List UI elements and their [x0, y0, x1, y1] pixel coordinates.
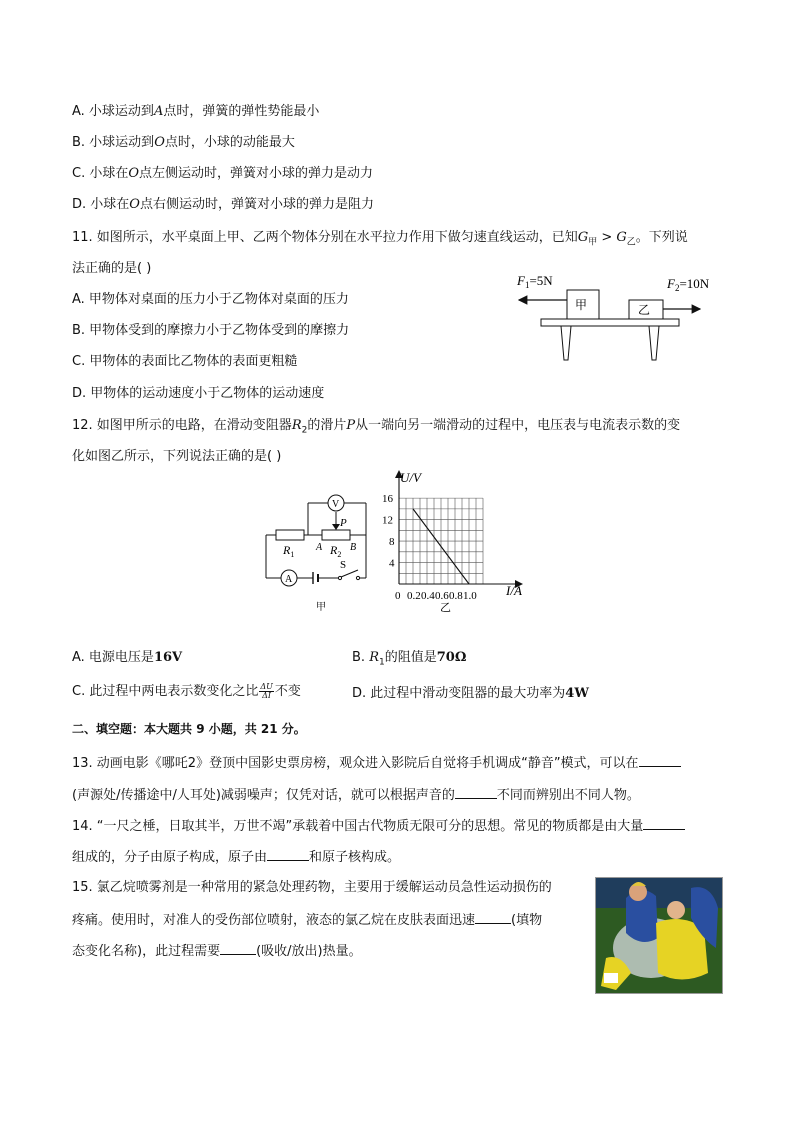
table-leg-right: [649, 326, 659, 360]
block-jia-label: 甲: [575, 298, 588, 312]
q14-blank-1[interactable]: [643, 815, 685, 830]
q15-blank-2[interactable]: [220, 940, 256, 955]
q15-photo-athlete-treatment: [595, 877, 723, 994]
section2-heading: 二、填空题：本大题共 9 小题，共 21 分。: [72, 722, 306, 736]
q11-option-b: B. 甲物体受到的摩擦力小于乙物体受到的摩擦力: [72, 323, 350, 338]
q13-line2: (声源处/传播途中/人耳处)减弱噪声；仅凭对话，就可以根据声音的 不同而辨别出不同人物。: [72, 784, 640, 806]
q11-stem-line2: 法正确的是( ): [72, 261, 152, 276]
y-axis-label: U/V: [400, 470, 421, 485]
svg-text:A: A: [285, 574, 293, 585]
q10-option-c: C. 小球在O点左侧运动时，弹簧对小球的弹力是动力: [72, 166, 374, 181]
q15-line3: 态变化名称)，此过程需要 (吸收/放出)热量。: [72, 940, 362, 962]
x-axis-label: I/A: [506, 583, 522, 598]
q12-stem-line2: 化如图乙所示，下列说法正确的是( ): [72, 449, 282, 464]
svg-text:R2: $R_2$: [330, 543, 342, 559]
y-tick-label: 8: [389, 536, 395, 549]
svg-text:P: P: [340, 517, 347, 529]
svg-text:甲: 甲: [316, 602, 326, 613]
force-f1-label: $F_1=5N$: [517, 273, 553, 290]
svg-text:S: S: [340, 559, 347, 571]
rheostat-r2: [322, 530, 350, 540]
switch-s: [341, 570, 358, 577]
q12-option-a: A. 电源电压是16V: [72, 650, 183, 665]
q14-line1: 14. “一尺之棰，日取其半，万世不竭”承载着中国古代物质无限可分的思想。常见的物质都是由大量: [72, 815, 685, 837]
svg-text:B: B: [350, 542, 357, 553]
q10-option-b: B. 小球运动到O点时，小球的动能最大: [72, 135, 295, 150]
q14-blank-2[interactable]: [267, 846, 309, 861]
force-f2-label: $F_2=10N$: [667, 276, 710, 293]
y-tick-label: 4: [389, 557, 395, 570]
q12-option-c: C. 此过程中两电表示数变化之比 $\frac{\Delta U}{\Delta I}$ 不变: [72, 682, 301, 700]
resistor-r1: [276, 530, 304, 540]
q11-stem-line1: 11. 如图所示，水平桌面上甲、乙两个物体分别在水平拉力作用下做匀速直线运动，已知$G_甲 > G_乙$。下列说: [72, 230, 688, 248]
x-tick-label: 0.6: [435, 590, 449, 602]
q12-option-d: D. 此过程中滑动变阻器的最大功率为4W: [352, 686, 589, 701]
q10-option-a: A. 小球运动到A点时，弹簧的弹性势能最小: [72, 104, 320, 119]
delta-u-over-delta-i: $\frac{\Delta U}{\Delta I}$: [260, 682, 273, 700]
q10-option-d: D. 小球在O点右侧运动时，弹簧对小球的弹力是阻力: [72, 197, 374, 212]
x-tick-label: 0.2: [407, 590, 421, 602]
table-leg-left: [561, 326, 571, 360]
q15-blank-1[interactable]: [475, 909, 511, 924]
svg-text:R1: $R_1$: [283, 543, 295, 559]
q15-line2: 疼痛。使用时，对准人的受伤部位喷射，液态的氯乙烷在皮肤表面迅速 (填物: [72, 909, 542, 931]
q11-option-d: D. 甲物体的运动速度小于乙物体的运动速度: [72, 386, 325, 401]
q13-line1: 13. 动画电影《哪吒2》登顶中国影史票房榜，观众进入影院后自觉将手机调成“静音”模式，可以在: [72, 752, 681, 774]
q11-option-a: A. 甲物体对桌面的压力小于乙物体对桌面的压力: [72, 292, 349, 307]
q11-option-c: C. 甲物体的表面比乙物体的表面更粗糙: [72, 354, 298, 369]
q13-blank-1[interactable]: [639, 752, 681, 767]
graph-grid: [399, 498, 483, 584]
q12-circuit-diagram: [258, 488, 373, 614]
x-tick-label: 0.8: [449, 590, 463, 602]
q14-line2: 组成的，分子由原子构成，原子由 和原子核构成。: [72, 846, 400, 868]
x-tick-label: 1.0: [463, 590, 477, 602]
x-tick-label: 0.4: [421, 590, 435, 602]
svg-text:V: V: [332, 499, 340, 510]
svg-text:A: A: [316, 542, 323, 553]
y-tick-label: 12: [382, 514, 393, 527]
block-yi-label: 乙: [638, 303, 651, 317]
q12-ui-graph: [378, 465, 538, 617]
q13-blank-2[interactable]: [455, 784, 497, 799]
q15-line1: 15. 氯乙烷喷雾剂是一种常用的紧急处理药物，主要用于缓解运动员急性运动损伤的: [72, 880, 552, 895]
q11-table-figure: [505, 268, 735, 368]
q12-option-b: B. $R_1$的阻值是70Ω: [352, 650, 467, 668]
tabletop: [541, 319, 679, 326]
graph-caption: 乙: [440, 602, 451, 614]
x-tick-label: 0: [395, 590, 401, 602]
y-tick-label: 16: [382, 493, 393, 506]
q12-stem-line1: 12. 如图甲所示的电路，在滑动变阻器$R_2$的滑片P从一端向另一端滑动的过程中，电压表与电流表示数的变: [72, 418, 681, 436]
